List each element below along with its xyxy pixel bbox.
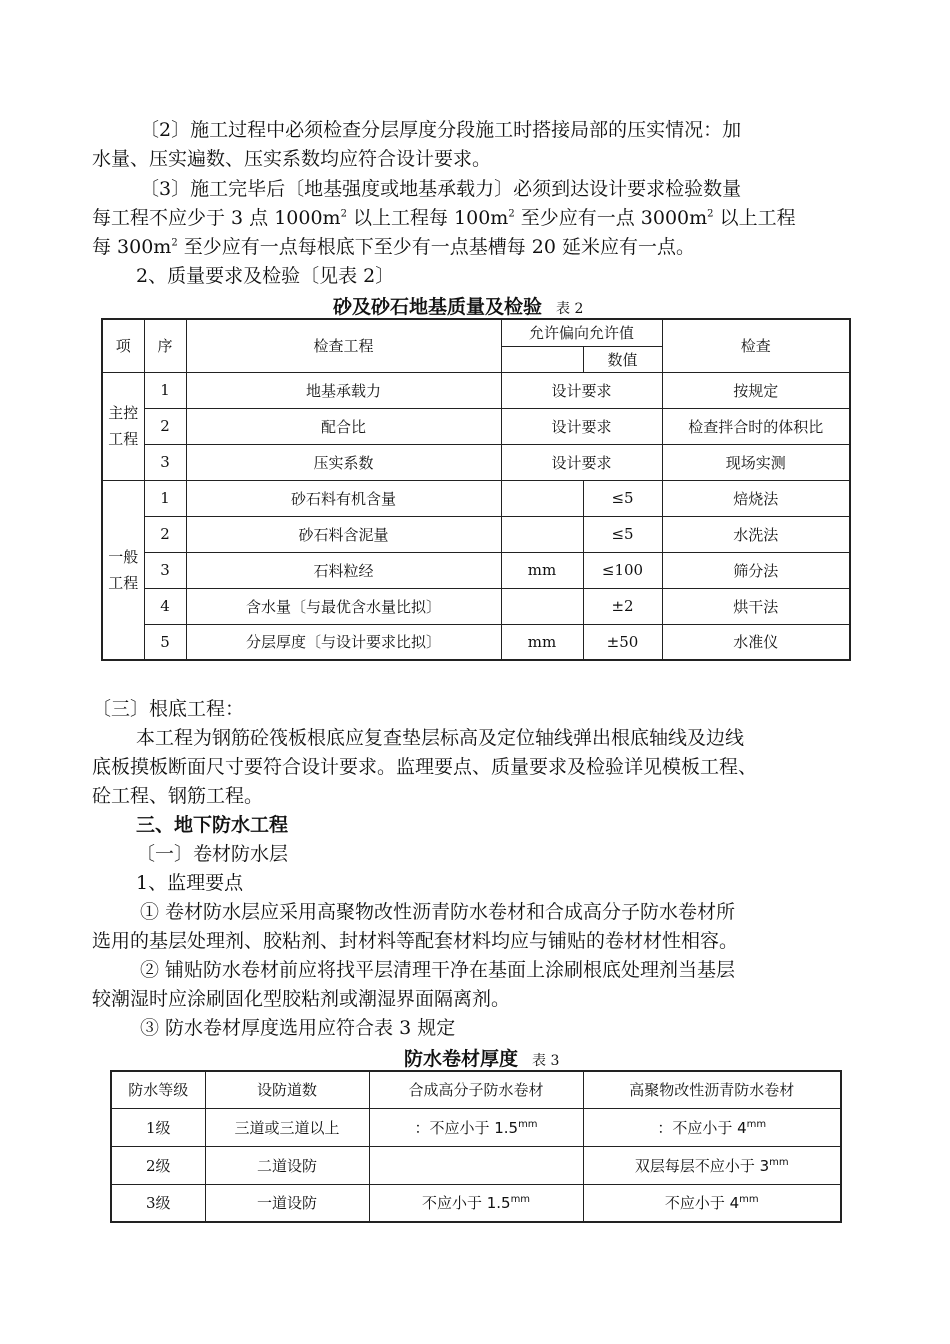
unit-superscript: mm — [510, 1194, 531, 1206]
header-item: 项 — [102, 319, 144, 372]
row-method: 筛分法 — [662, 552, 850, 588]
paragraph-line — [92, 985, 872, 1014]
row-method: 检查拌合时的体积比 — [662, 408, 850, 444]
row-method: 按规定 — [662, 372, 850, 408]
row-value: ≤100 — [583, 552, 662, 588]
header-grade: 防水等级 — [111, 1071, 205, 1108]
paragraph-line — [92, 898, 872, 927]
header-count: 设防道数 — [205, 1071, 369, 1108]
text: 较潮湿时应涂刷固化型胶粘剂或潮湿界面隔离剂。 — [92, 988, 511, 1010]
text: 2、质量要求及检验〔见表 2〕 — [136, 265, 395, 287]
quality-table — [101, 318, 851, 661]
row-value: 设计要求 — [501, 372, 662, 408]
paragraph-line — [92, 956, 872, 985]
paragraph-line — [92, 695, 872, 724]
row-unit: mm — [501, 624, 583, 660]
text: ① 卷材防水层应采用高聚物改性沥青防水卷材和合成高分子防水卷材所 — [140, 901, 736, 923]
group-label — [102, 480, 144, 660]
text: ② 铺贴防水卷材前应将找平层清理干净在基面上涂刷根底处理剂当基层 — [140, 959, 736, 981]
row-grade: 1级 — [111, 1108, 205, 1146]
row-unit — [501, 588, 583, 624]
cell-text: ：不应小于 4 — [657, 1118, 747, 1137]
header-check-item: 检查工程 — [186, 319, 501, 372]
row-polymer — [583, 1146, 841, 1184]
paragraph-line — [92, 116, 872, 145]
row-value: ≤5 — [583, 480, 662, 516]
text: ③ 防水卷材厚度选用应符合表 3 规定 — [140, 1017, 456, 1039]
paragraph-line — [92, 233, 872, 262]
section-heading — [92, 811, 872, 840]
row-item: 石料粒经 — [186, 552, 501, 588]
group-text: 一般工程 — [108, 547, 139, 592]
table-caption — [404, 1044, 559, 1071]
unit-superscript: mm — [746, 1118, 767, 1130]
header-unit — [501, 346, 583, 372]
row-synthetic — [369, 1146, 583, 1184]
row-synthetic — [369, 1108, 583, 1146]
text: 〔三〕根底工程： — [92, 698, 245, 720]
header-tolerance: 允许偏向允许值 — [501, 319, 662, 346]
row-value: ±50 — [583, 624, 662, 660]
header-no: 序 — [144, 319, 186, 372]
superscript: 2 — [171, 237, 178, 249]
thickness-table — [110, 1070, 842, 1223]
paragraph-line — [92, 175, 872, 204]
caption-title: 防水卷材厚度 — [404, 1048, 519, 1070]
paragraph-line — [92, 869, 872, 898]
text: 每 300m — [92, 236, 172, 258]
text: 至少应有一点 3000m — [514, 207, 708, 229]
row-grade: 3级 — [111, 1184, 205, 1222]
text: 以上工程每 100m — [346, 207, 509, 229]
row-method: 现场实测 — [662, 444, 850, 480]
paragraph-line — [92, 840, 872, 869]
header-polymer: 高聚物改性沥青防水卷材 — [583, 1071, 841, 1108]
superscript: 2 — [707, 208, 714, 220]
heading-text: 三、地下防水工程 — [136, 814, 289, 836]
text: 本工程为钢筋砼筏板根底应复查垫层标高及定位轴线弹出根底轴线及边线 — [136, 727, 745, 749]
row-unit — [501, 480, 583, 516]
group-text: 主控工程 — [108, 404, 139, 448]
row-item: 砂石料含泥量 — [186, 516, 501, 552]
row-no: 2 — [144, 408, 186, 444]
paragraph-line — [92, 927, 872, 956]
caption-number: 表 3 — [532, 1053, 560, 1069]
cell-text: 不应小于 1.5 — [421, 1194, 511, 1213]
cell-text: ：不应小于 1.5 — [414, 1118, 519, 1137]
header-synthetic: 合成高分子防水卷材 — [369, 1071, 583, 1108]
row-count: 一道设防 — [205, 1184, 369, 1222]
row-method: 水洗法 — [662, 516, 850, 552]
row-item: 砂石料有机含量 — [186, 480, 501, 516]
row-synthetic — [369, 1184, 583, 1222]
row-value: ±2 — [583, 588, 662, 624]
text: 〔一〕卷材防水层 — [136, 843, 289, 865]
paragraph-line — [92, 1014, 872, 1043]
header-value: 数值 — [583, 346, 662, 372]
text: 〔3〕施工完毕后〔地基强度或地基承载力〕必须到达设计要求检验数量 — [140, 178, 742, 200]
row-value: ≤5 — [583, 516, 662, 552]
header-method: 检查 — [662, 319, 850, 372]
row-item: 压实系数 — [186, 444, 501, 480]
text: 〔2〕施工过程中必须检查分层厚度分段施工时搭接局部的压实情况：加 — [140, 119, 742, 141]
row-no: 3 — [144, 444, 186, 480]
row-grade: 2级 — [111, 1146, 205, 1184]
row-method: 烘干法 — [662, 588, 850, 624]
row-no: 5 — [144, 624, 186, 660]
row-polymer — [583, 1108, 841, 1146]
text: 以上工程 — [713, 207, 796, 229]
table-caption — [333, 292, 583, 319]
row-no: 4 — [144, 588, 186, 624]
text: 底板摸板断面尺寸要符合设计要求。监理要点、质量要求及检验详见模板工程、 — [92, 756, 758, 778]
caption-number: 表 2 — [556, 301, 584, 317]
text: 1、监理要点 — [136, 872, 244, 894]
paragraph-line — [92, 753, 872, 782]
row-no: 1 — [144, 372, 186, 408]
row-item: 配合比 — [186, 408, 501, 444]
paragraph-line — [92, 724, 872, 753]
unit-superscript: mm — [739, 1194, 759, 1206]
paragraph-line — [92, 782, 872, 811]
row-value: 设计要求 — [501, 444, 662, 480]
unit-superscript: mm — [518, 1118, 538, 1130]
superscript: 2 — [508, 208, 515, 220]
superscript: 2 — [340, 208, 347, 220]
group-label — [102, 372, 144, 480]
text: 至少应有一点每根底下至少有一点基槽每 20 延米应有一点。 — [177, 236, 696, 258]
row-item: 含水量〔与最优含水量比拟〕 — [186, 588, 501, 624]
text: 水量、压实遍数、压实系数均应符合设计要求。 — [92, 148, 492, 170]
row-method: 焙烧法 — [662, 480, 850, 516]
row-no: 1 — [144, 480, 186, 516]
text: 每工程不应少于 3 点 1000m — [92, 207, 341, 229]
text: 选用的基层处理剂、胶粘剂、封材料等配套材料均应与铺贴的卷材材性相容。 — [92, 930, 739, 952]
row-no: 2 — [144, 516, 186, 552]
caption-title: 砂及砂石地基质量及检验 — [333, 296, 543, 318]
paragraph-line — [92, 145, 872, 174]
row-item: 地基承载力 — [186, 372, 501, 408]
cell-text: 不应小于 4 — [664, 1194, 740, 1213]
row-count: 三道或三道以上 — [205, 1108, 369, 1146]
row-unit — [501, 516, 583, 552]
text: 砼工程、钢筋工程。 — [92, 785, 264, 807]
cell-text: 双层每层不应小于 3 — [634, 1156, 770, 1175]
paragraph-line — [92, 262, 872, 291]
row-value: 设计要求 — [501, 408, 662, 444]
row-polymer — [583, 1184, 841, 1222]
row-item: 分层厚度〔与设计要求比拟〕 — [186, 624, 501, 660]
unit-superscript: mm — [769, 1156, 789, 1168]
row-no: 3 — [144, 552, 186, 588]
row-unit: mm — [501, 552, 583, 588]
row-method: 水准仪 — [662, 624, 850, 660]
row-count: 二道设防 — [205, 1146, 369, 1184]
paragraph-line — [92, 204, 872, 233]
